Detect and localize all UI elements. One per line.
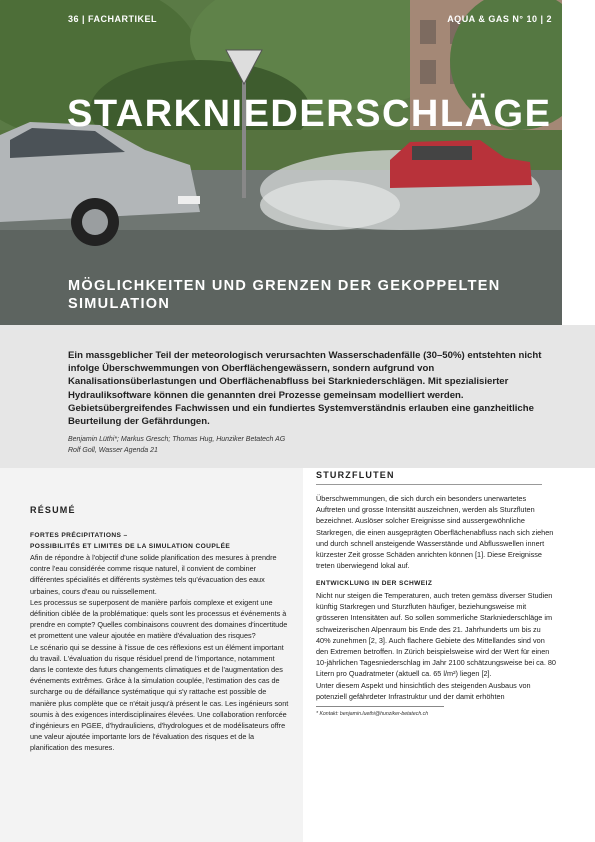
footnote: * Kontakt: benjamin.luethi@hunziker-betatech.ch [316, 710, 429, 717]
resume-paragraph-3: Le scénario qui se dessine à l'issue de ces réflexions est un élément important du travail. L'évaluation du risque résiduel prend de l'importance, notamment dans le contexte des futurs changements climatiques et de l'augmentation des événements extrêmes. Grâce à la simulation couplée, l'estimation des cas de surcharge ou de défaillance systématique qui s'y rattache est possible de manière plus complète que ce n'était jusqu'à présent le cas. Les ingénieurs sont soumis à des exigences interdisciplinaires élevées. Une collaboration renforcée d'ingénieurs en PGEE, d'hydrauliciens, d'hydrologues et de modélisateurs offre une valeur ajoutée importante lors de l'évaluation des risques et de la planification des mesures. [30, 642, 289, 753]
resume-column [30, 505, 290, 754]
resume-heading: RÉSUMÉ [30, 505, 76, 515]
article-subtitle: MÖGLICHKEITEN UND GRENZEN DER GEKOPPELTEN SIMULATION [68, 278, 501, 312]
resume-subheading-1: FORTES PRÉCIPITATIONS – [30, 532, 128, 539]
section-subheading-schweiz: ENTWICKLUNG IN DER SCHWEIZ [316, 580, 433, 588]
body-paragraph-2: Nicht nur steigen die Temperaturen, auch treten gemäss diverser Studien künftig Starkregen und Sturzfluten häufiger, beziehungsweise mit grösseren Intensitäten auf. So sollen sommerliche Starkniederschläge im schweizerischen Alpenraum bis Ende des 21. Jahrhunderts um bis zu 40% zunehmen [2, 3]. Auch flachere Gebiete des Mittellandes sind von den Extremen betroffen. In Zürich beispielsweise wird der Wert für einen 10-jährlichen Tagesniederschlag im Jahr 2100 schätzungsweise bei ca. 80 Litern pro Quadratmeter (aktuell ca. 65 l/m²) liegen [2]. [316, 590, 556, 679]
resume-paragraph-2: Les processus se superposent de manière parfois complexe et exigent une définition ciblée de la problématique: quels sont les processus et événements à prendre en compte? Quelles combinaisons couvrent des domaines d'incertitude et promettent une valeur ajoutée en matière d'évaluation des risques? [30, 597, 288, 641]
footnote-rule [316, 706, 444, 707]
article-title: STARKNIEDERSCHLÄGE [67, 93, 552, 135]
author-line-2: Rolf Goll, Wasser Agenda 21 [68, 447, 158, 454]
section-heading-sturzfluten: STURZFLUTEN [316, 470, 395, 480]
author-list [68, 434, 548, 456]
body-paragraph-3: Unter diesem Aspekt und hinsichtlich des steigenden Ausbaus von potenziell gefährdeter Infrastruktur und der damit erhöhten [316, 680, 531, 701]
resume-subheading-2: POSSIBILITÉS ET LIMITES DE LA SIMULATION COUPLÉE [30, 542, 231, 550]
hero-photo [0, 0, 562, 325]
body-column [316, 470, 556, 717]
section-rule [316, 484, 542, 485]
page-label: 36 | FACHARTIKEL [68, 14, 158, 24]
author-line-1: Benjamin Lüthi*; Markus Gresch; Thomas Hug, Hunziker Betatech AG [68, 436, 286, 443]
body-paragraph-1: Überschwemmungen, die sich durch ein besonders unerwartetes Auftreten und grosse Intensität auszeichnen, werden als Sturzfluten bezeichnet. Auslöser solcher Ereignisse sind aussergewöhnliche Starkregen, die einen ausgeprägten Oberflächenabfluss nach sich ziehen und durch schnell ansteigende Wasserstände und Abflusswellen innert kürzester Zeit grosse Schäden anrichten können [1]. Diese Ereignisse treten überwiegend lokal auf. [316, 494, 554, 571]
lead-paragraph: Ein massgeblicher Teil der meteorologisch verursachten Wasserschadenfälle (30–50%) entstehten nicht infolge Überschwemmungen von Oberflächengewässern, sondern aufgrund von Kanalisationsüberlastungen und Oberflächenabfluss bei Starkniederschlägen. Mit spezialisierter Hydrauliksoftware können die genannten drei Prozesse gemeinsam modelliert werden. Gebietsübergreifendes Fachwissen und ein fundiertes Systemverständnis erlauben eine ganzheitliche Beurteilung der Gefährdungen. [68, 350, 542, 428]
journal-label: AQUA & GAS N° 10 | 2 [447, 14, 552, 24]
resume-paragraph-1: Afin de répondre à l'objectif d'une solide planification des mesures à prendre contre l'eau considérée comme risque naturel, il convient de combiner différentes spécialités et différents systèmes tels qu'évacuation des eaux urbaines, cours d'eau ou ruissellement. [30, 553, 277, 596]
